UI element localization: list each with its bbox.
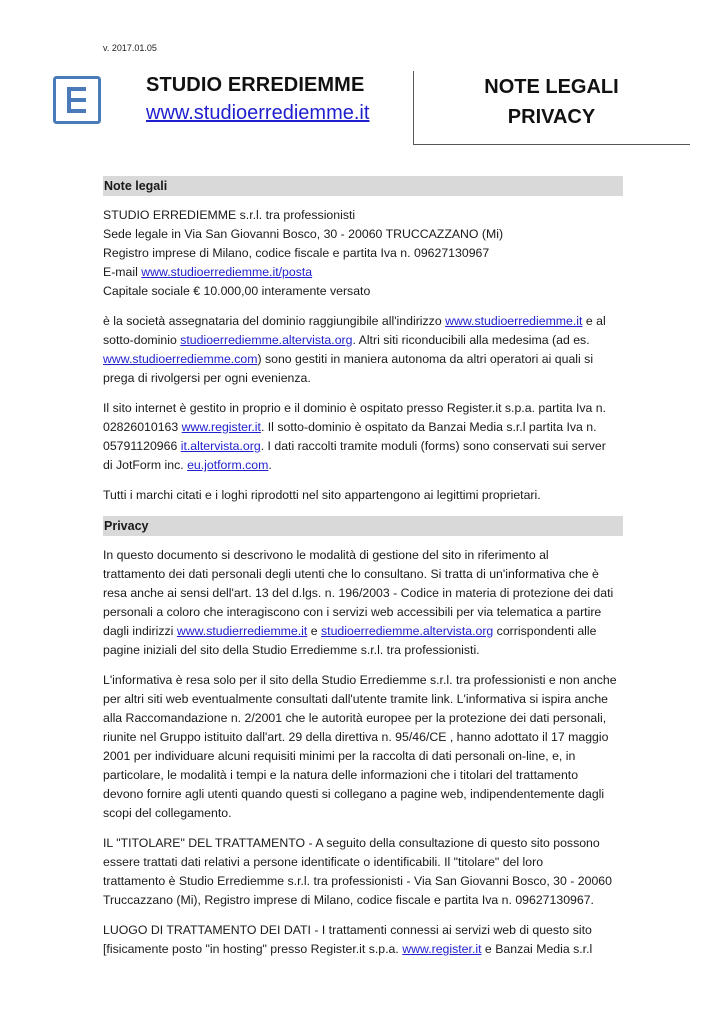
inline-link[interactable]: www.studioerrediemme.it/posta — [141, 265, 313, 279]
text-segment: corrispondenti alle — [493, 624, 597, 638]
paragraph — [103, 399, 623, 475]
document-title — [413, 72, 690, 132]
text-segment: scopi del collegamento. — [103, 806, 232, 820]
inline-link[interactable]: eu.jotform.com — [187, 458, 269, 472]
text-segment: e Banzai Media s.r.l — [481, 942, 593, 956]
text-line — [103, 399, 623, 418]
section-heading: Note legali — [103, 176, 623, 196]
paragraph — [103, 671, 623, 823]
paragraph — [103, 921, 623, 959]
text-line — [103, 728, 623, 747]
section-heading: Privacy — [103, 516, 623, 536]
brand-block — [146, 72, 369, 128]
text-segment: . Il sotto-dominio è ospitato da Banzai Media s.r.l partita Iva n. — [260, 420, 597, 434]
text-segment: Tutti i marchi citati e i loghi riprodotti nel sito appartengono ai legittimi proprietari. — [103, 488, 541, 502]
inline-link[interactable]: it.altervista.org — [180, 439, 261, 453]
inline-link[interactable]: studioerrediemme.altervista.org — [321, 624, 494, 638]
text-segment: IL "TITOLARE" DEL TRATTAMENTO - A seguito della consultazione di questo sito possono — [103, 836, 600, 850]
text-segment: dagli indirizzi — [103, 624, 177, 638]
document-body — [103, 176, 623, 970]
text-segment: trattamento dei dati personali degli utenti che lo consultano. Si tratta di un'informativa che è — [103, 567, 599, 581]
header-divider-horizontal — [413, 144, 690, 145]
text-line — [103, 622, 623, 641]
text-segment: è la società assegnataria del dominio raggiungibile all'indirizzo — [103, 314, 446, 328]
text-line — [103, 690, 623, 709]
text-line — [103, 437, 623, 456]
text-line — [103, 747, 623, 766]
text-segment: devono fornire agli utenti quando questi si collegano a pagine web, indipendentemente dagli — [103, 787, 605, 801]
text-line — [103, 853, 623, 872]
text-segment: pagine iniziali del sito della Studio Errediemme s.r.l. tra professionisti. — [103, 643, 480, 657]
text-line — [103, 603, 623, 622]
text-line — [103, 804, 623, 823]
text-line — [103, 486, 623, 505]
text-line — [103, 263, 623, 282]
text-line — [103, 641, 623, 660]
text-segment: personali a coloro che interagiscono con i servizi web accessibili per via telematica a partire — [103, 605, 602, 619]
text-line — [103, 546, 623, 565]
text-line — [103, 891, 623, 910]
text-segment: E-mail — [103, 265, 142, 279]
inline-link[interactable]: www.studioerrediemme.com — [103, 352, 258, 366]
document-title-line1: NOTE LEGALI — [484, 76, 619, 98]
text-segment: . Altri siti riconducibili alla medesima (ad es. — [352, 333, 590, 347]
paragraph — [103, 206, 623, 301]
text-segment: LUOGO DI TRATTAMENTO DEI DATI - I trattamenti connessi ai servizi web di questo sito — [103, 923, 592, 937]
text-line — [103, 940, 623, 959]
paragraph — [103, 312, 623, 388]
text-line — [103, 418, 623, 437]
paragraph — [103, 546, 623, 660]
text-line — [103, 766, 623, 785]
text-line — [103, 244, 623, 263]
text-line — [103, 785, 623, 804]
paragraph — [103, 834, 623, 910]
text-segment: [fisicamente posto "in hosting" presso Register.it s.p.a. — [103, 942, 403, 956]
text-segment: sotto-dominio — [103, 333, 181, 347]
text-segment: . — [268, 458, 272, 472]
text-segment: resa anche ai sensi dell'art. 13 del d.lgs. n. 196/2003 - Codice in materia di protezione dei dati — [103, 586, 614, 600]
website-link[interactable]: www.studioerrediemme.it — [146, 102, 370, 124]
text-segment: L'informativa è resa solo per il sito della Studio Errediemme s.r.l. tra professionisti e non anche — [103, 673, 617, 687]
inline-link[interactable]: www.studierrediemme.it — [176, 624, 308, 638]
text-segment: prega di rivolgersi per ogni evenienza. — [103, 371, 311, 385]
text-segment: STUDIO ERREDIEMME s.r.l. tra professionisti — [103, 208, 356, 222]
text-segment: In questo documento si descrivono le modalità di gestione del sito in riferimento al — [103, 548, 549, 562]
text-segment: per altri siti web eventualmente consultati dall'utente tramite link. L'informativa si ispira anche — [103, 692, 609, 706]
text-segment: 05791120966 — [103, 439, 181, 453]
text-line — [103, 225, 623, 244]
text-segment: Il sito internet è gestito in proprio e il dominio è ospitato presso Register.it s.p.a. partita Iva n. — [103, 401, 607, 415]
text-line — [103, 834, 623, 853]
text-line — [103, 369, 623, 388]
text-segment: Registro imprese di Milano, codice fiscale e partita Iva n. 09627130967 — [103, 246, 490, 260]
inline-link[interactable]: studioerrediemme.altervista.org — [180, 333, 353, 347]
text-line — [103, 312, 623, 331]
text-segment: alla Raccomandazione n. 2/2001 che le autorità europee per la protezione dei dati personali, — [103, 711, 607, 725]
text-line — [103, 331, 623, 350]
text-segment: Sede legale in Via San Giovanni Bosco, 30 - 20060 TRUCCAZZANO (Mi) — [103, 227, 504, 241]
company-name: STUDIO ERREDIEMME — [146, 74, 365, 96]
text-line — [103, 709, 623, 728]
text-segment: ) sono gestiti in maniera autonoma da altri operatori ai quali si — [257, 352, 594, 366]
text-segment: essere trattati dati relativi a persone identificate o identificabili. Il "titolare" del loro — [103, 855, 544, 869]
text-segment: riunite nel Gruppo istituito dall'art. 29 della direttiva n. 95/46/CE , hanno adottato il 17 maggio — [103, 730, 609, 744]
text-segment: 02826010163 — [103, 420, 182, 434]
text-line — [103, 350, 623, 369]
text-segment: Capitale sociale € 10.000,00 interamente versato — [103, 284, 371, 298]
inline-link[interactable]: www.register.it — [402, 942, 482, 956]
text-segment: particolare, le modalità i tempi e la natura delle informazioni che i titolari del trattamento — [103, 768, 579, 782]
text-segment: e — [307, 624, 322, 638]
text-segment: e al — [582, 314, 606, 328]
text-segment: di JotForm inc. — [103, 458, 188, 472]
text-line — [103, 565, 623, 584]
text-line — [103, 206, 623, 225]
text-line — [103, 872, 623, 891]
document-title-line2: PRIVACY — [507, 106, 596, 128]
document-lines-icon — [53, 76, 101, 124]
text-line — [103, 671, 623, 690]
text-segment: trattamento è Studio Errediemme s.r.l. tra professionisti - Via San Giovanni Bosco, 30 - 20060 — [103, 874, 612, 888]
text-segment: . I dati raccolti tramite moduli (forms) sono conservati sui server — [260, 439, 606, 453]
text-line — [103, 282, 623, 301]
text-line — [103, 584, 623, 603]
text-segment: Truccazzano (Mi), Registro imprese di Milano, codice fiscale e partita Iva n. 09627130967. — [103, 893, 594, 907]
paragraph — [103, 486, 623, 505]
text-segment: 2001 per individuare alcuni requisiti minimi per la raccolta di dati personali on-line, e, in — [103, 749, 576, 763]
version-label: v. 2017.01.05 — [103, 43, 157, 53]
text-line — [103, 456, 623, 475]
text-line — [103, 921, 623, 940]
inline-link[interactable]: www.studioerrediemme.it — [445, 314, 583, 328]
inline-link[interactable]: www.register.it — [181, 420, 261, 434]
